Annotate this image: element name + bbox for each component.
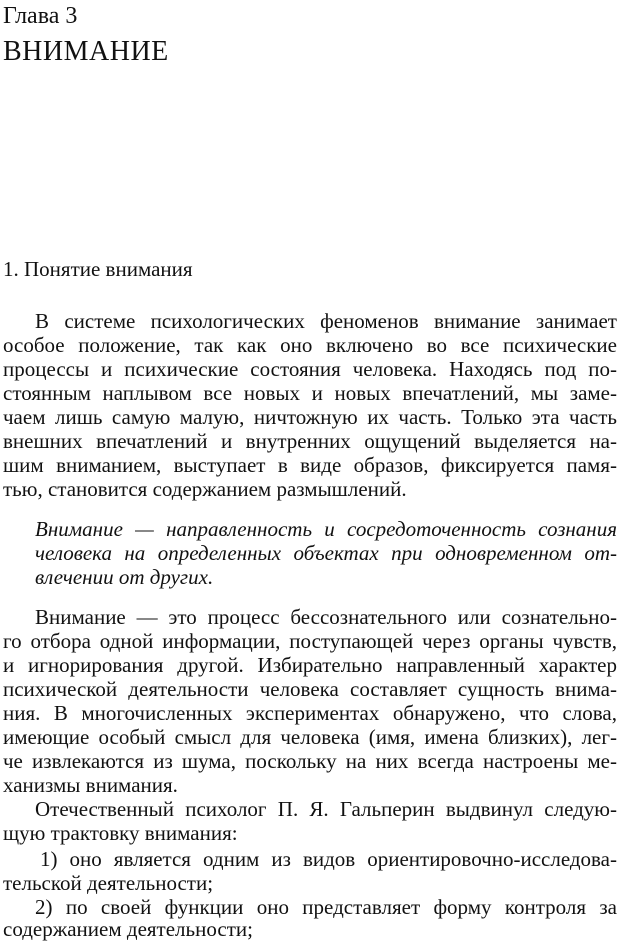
paragraph-line: ния. В многочисленных экспериментах обнаружено, что слова, [3,701,617,725]
paragraph-line: тью, становится содержанием размышлений. [3,477,407,501]
paragraph-line: Внимание — это процесс бессознательного или сознательно- [35,605,617,629]
definition-line: Внимание — направленность и сосредоточенность сознания [35,517,617,541]
definition-line: человека на определенных объектах при одновременном от- [35,541,617,565]
section-heading: 1. Понятие внимания [3,257,193,281]
paragraph-line: Отечественный психолог П. Я. Гальперин выдвинул следую- [35,797,617,821]
paragraph-line: и игнорирования другой. Избирательно направленный характер [3,653,617,677]
definition-line: влечении от других. [35,565,214,589]
paragraph-line: че извлекаются из шума, поскольку на них всегда настроены ме- [3,749,617,773]
paragraph-line: процессы и психические состояния человека. Находясь под по- [3,357,617,381]
paragraph-line: В системе психологических феноменов внимание занимает [35,309,617,333]
paragraph-line: шим вниманием, выступает в виде образов, фиксируется памя- [3,453,617,477]
paragraph-line: психической деятельности человека составляет сущность внима- [3,677,617,701]
paragraph-line: ханизмы внимания. [3,773,178,797]
list-item-line: 1) оно является одним из видов ориентировочно-исследова- [40,847,617,871]
paragraph-line: чаем лишь самую малую, ничтожную их часть. Только эта часть [3,405,617,429]
list-item-line: содержанием деятельности; [3,917,253,941]
list-item-line: тельской деятельности; [3,871,214,895]
chapter-label: Глава 3 [3,3,78,29]
paragraph-line: стоянным наплывом все новых и новых впечатлений, мы заме- [3,381,617,405]
paragraph-line: особое положение, так как оно включено во все психические [3,333,617,357]
chapter-title: ВНИМАНИЕ [3,36,169,67]
paragraph-line: внешних впечатлений и внутренних ощущений выделяется на- [3,429,617,453]
list-item-line: 2) по своей функции оно представляет форму контроля за [35,895,617,919]
paragraph-line: го отбора одной информации, поступающей через органы чувств, [3,629,617,653]
paragraph-line: имеющие особый смысл для человека (имя, имена близких), лег- [3,725,617,749]
paragraph-line: щую трактовку внимания: [3,821,238,845]
